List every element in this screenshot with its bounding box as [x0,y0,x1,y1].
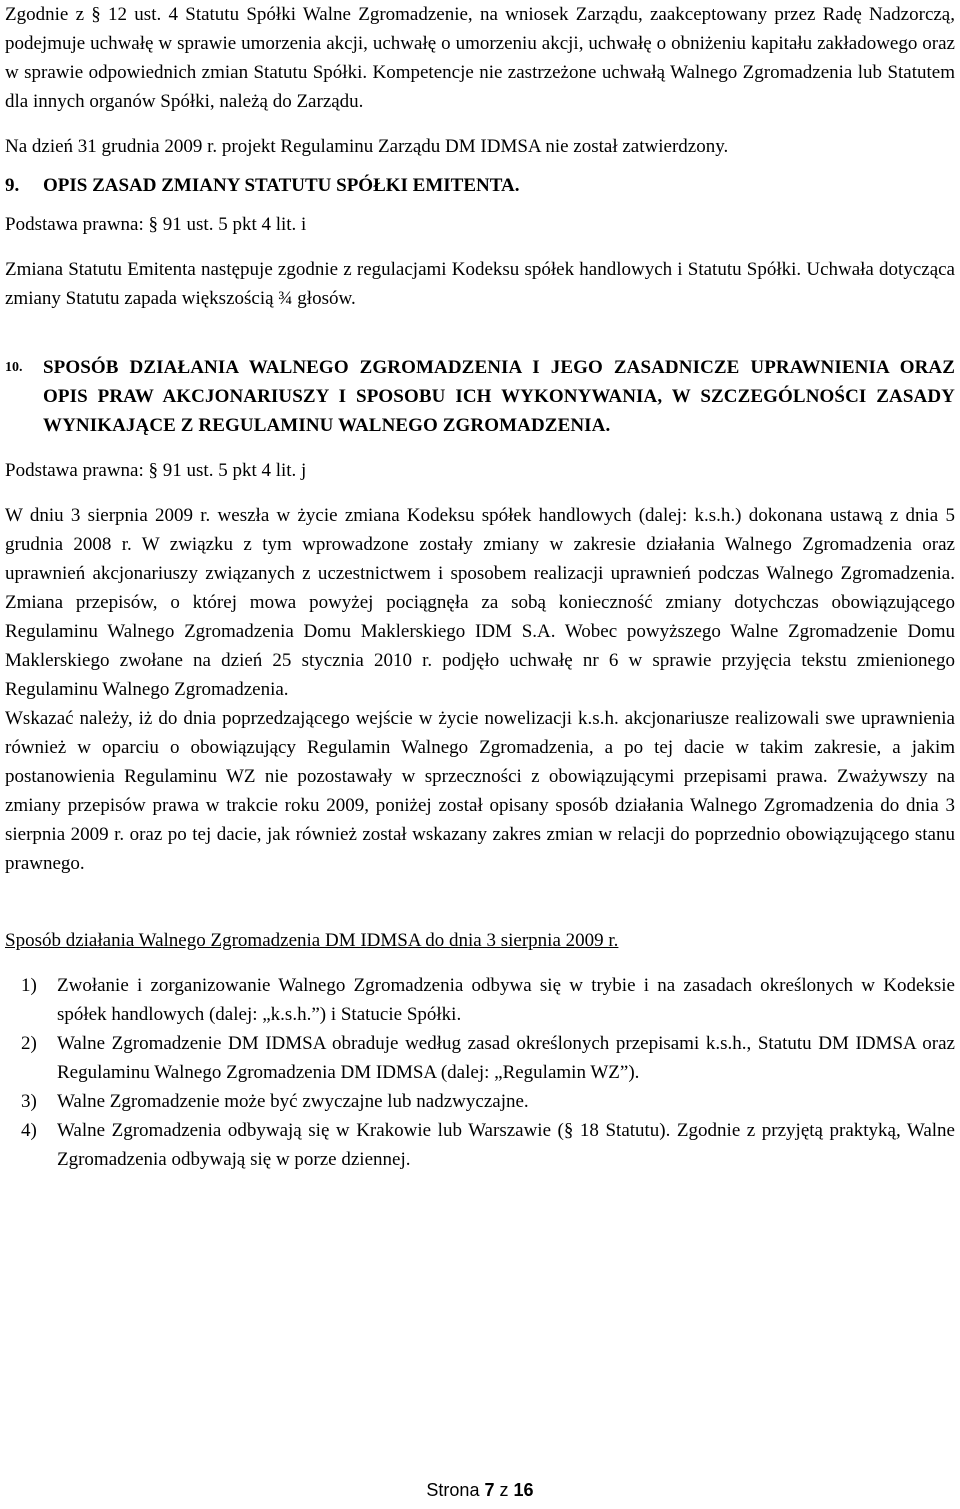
section-10-paragraph-2: Wskazać należy, iż do dnia poprzedzającego wejście w życie nowelizacji k.s.h. akcjonariusze realizowali swe uprawnienia również w oparciu o obowiązujący Regulamin Walnego Zgromadzenia, a po tej dacie w takim zakresie, a jakim postanowienia Regulaminu WZ nie pozostawały w sprzeczności z obowiązującymi przepisami prawa. Zważywszy na zmiany przepisów prawa w trakcie roku 2009, poniżej został opisany sposób działania Walnego Zgromadzenia do dnia 3 sierpnia 2009 r. oraz po tej dacie, jak również został wskazany zakres zmian w relacji do poprzednio obowiązującego stanu prawnego. [5,708,955,874]
section-10-paragraph-1: W dniu 3 sierpnia 2009 r. weszła w życie zmiana Kodeksu spółek handlowych (dalej: k.s.h.) dokonana ustawą z dnia 5 grudnia 2008 r. W związku z tym wprowadzone zostały zmiany w zakresie działania Walnego Zgromadzenia oraz uprawnień akcjonariuszy związanych z uczestnictwem i sposobem realizacji uprawnień podczas Walnego Zgromadzenia. Zmiana przepisów, o której mowa powyżej pociągnęła za sobą konieczność zmiany dotychczas obowiązującego Regulaminu Walnego Zgromadzenia Domu Maklerskiego IDM S.A. Wobec powyższego Walne Zgromadzenie Domu Maklerskiego zwołane na dzień 25 stycznia 2010 r. podjęło uchwałę nr 6 w sprawie przyjęcia tekstu zmienionego Regulaminu Walnego Zgromadzenia. [5,505,955,700]
procedure-list [5,971,955,1174]
section-9-number: 9. [5,175,20,196]
document-page [5,0,955,1174]
section-9-text: Zmiana Statutu Emitenta następuje zgodnie z regulacjami Kodeksu spółek handlowych i Statutu Spółki. Uchwała dotycząca zmiany Statutu zapada większością ¾ głosów. [5,259,955,309]
total-pages-number: 16 [513,1480,534,1500]
section-9-heading [5,171,955,200]
section-10-subheading: Sposób działania Walnego Zgromadzenia DM IDMSA do dnia 3 sierpnia 2009 r. [5,930,619,951]
section-9-legal-basis: Podstawa prawna: § 91 ust. 5 pkt 4 lit. i [5,214,307,235]
page-number-footer [0,1480,960,1501]
list-item: 4) Walne Zgromadzenia odbywają się w Krakowie lub Warszawie (§ 18 Statutu). Zgodnie z przyjętą praktyką, Walne Zgromadzenia odbywają się w porze dziennej. [21,1120,955,1170]
regulamin-paragraph: Na dzień 31 grudnia 2009 r. projekt Regulaminu Zarządu DM IDMSA nie został zatwierdzony. [5,136,729,157]
section-10-heading [5,353,955,440]
list-item: 1) Zwołanie i zorganizowanie Walnego Zgromadzenia odbywa się w trybie i na zasadach określonych w Kodeksie spółek handlowych (dalej: „k.s.h.”) i Statucie Spółki. [21,975,955,1025]
list-item: 2) Walne Zgromadzenie DM IDMSA obraduje według zasad określonych przepisami k.s.h., Statutu DM IDMSA oraz Regulaminu Walnego Zgromadzenia DM IDMSA (dalej: „Regulamin WZ”). [21,1033,955,1083]
intro-paragraph: Zgodnie z § 12 ust. 4 Statutu Spółki Walne Zgromadzenie, na wniosek Zarządu, zaakceptowany przez Radę Nadzorczą, podejmuje uchwałę w sprawie umorzenia akcji, uchwałę o umorzeniu akcji, uchwałę o obniżeniu kapitału zakładowego oraz w sprawie odpowiednich zmian Statutu Spółki. Kompetencje nie zastrzeżone uchwałą Walnego Zgromadzenia lub Statutem dla innych organów Spółki, należą do Zarządu. [5,4,955,112]
page-separator: z [499,1480,509,1500]
section-10-number: 10. [5,360,23,375]
section-10-legal-basis: Podstawa prawna: § 91 ust. 5 pkt 4 lit. j [5,460,307,481]
section-10-title: SPOSÓB DZIAŁANIA WALNEGO ZGROMADZENIA I JEGO ZASADNICZE UPRAWNIENIA ORAZ OPIS PRAW AKCJONARIUSZY I SPOSOBU ICH WYKONYWANIA, W SZCZEGÓLNOŚCI ZASADY WYNIKAJĄCE Z REGULAMINU WALNEGO ZGROMADZENIA. [43,357,955,436]
current-page-number: 7 [484,1480,495,1500]
page-label: Strona [426,1480,480,1500]
section-9-title: OPIS ZASAD ZMIANY STATUTU SPÓŁKI EMITENTA. [43,175,520,196]
list-item: 3) Walne Zgromadzenie może być zwyczajne lub nadzwyczajne. [21,1091,529,1112]
